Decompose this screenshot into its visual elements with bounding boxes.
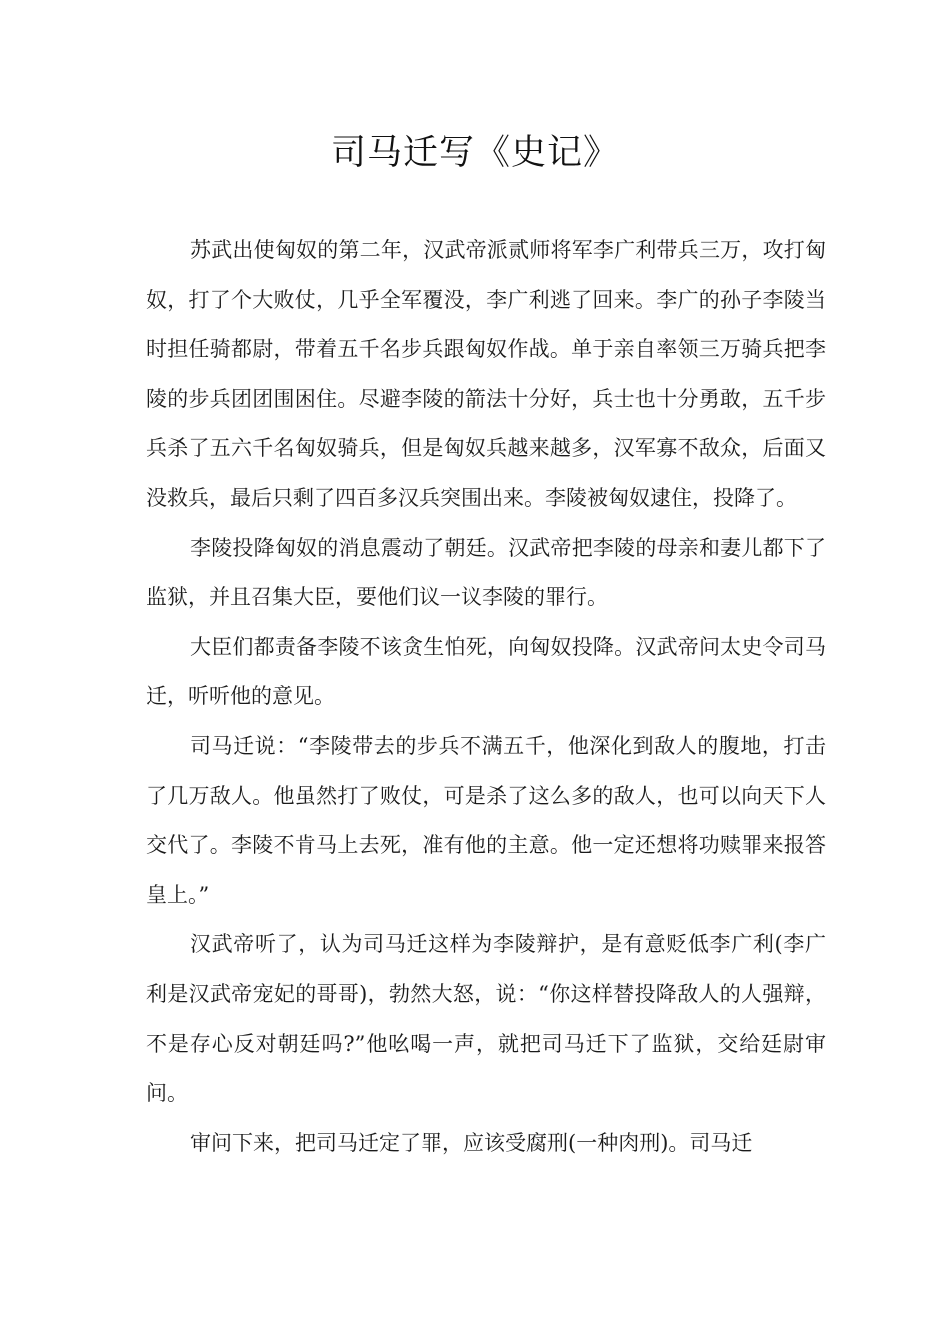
paragraph-4: 司马迁说：“李陵带去的步兵不满五千，他深化到敌人的腹地，打击了几万敌人。他虽然打了败仗，可是杀了这么多的敌人，也可以向天下人交代了。李陵不肯马上去死，准有他的主意。他一定还想将功赎罪来报答皇上。” (146, 733, 826, 907)
paragraph-6: 审问下来，把司马迁定了罪，应该受腐刑(一种肉刑)。司马迁 (190, 1130, 753, 1155)
paragraph-1: 苏武出使匈奴的第二年，汉武帝派贰师将军李广利带兵三万，攻打匈奴，打了个大败仗，几乎全军覆没，李广利逃了回来。李广的孙子李陵当时担任骑都尉，带着五千名步兵跟匈奴作战。单于亲自率领三万骑兵把李陵的步兵团团围困住。尽避李陵的箭法十分好，兵士也十分勇敢，五千步兵杀了五六千名匈奴骑兵，但是匈奴兵越来越多，汉军寡不敌众，后面又没救兵，最后只剩了四百多汉兵突围出来。李陵被匈奴逮住，投降了。 (146, 238, 826, 510)
paragraph-2: 李陵投降匈奴的消息震动了朝廷。汉武帝把李陵的母亲和妻儿都下了监狱，并且召集大臣，要他们议一议李陵的罪行。 (146, 535, 826, 610)
paragraph-5: 汉武帝听了，认为司马迁这样为李陵辩护，是有意贬低李广利(李广利是汉武帝宠妃的哥哥)，勃然大怒，说：“你这样替投降敌人的人强辩，不是存心反对朝廷吗?”他吆喝一声，就把司马迁下了监狱，交给廷尉审问。 (146, 932, 826, 1106)
document-body (146, 226, 826, 1168)
paragraph-3: 大臣们都责备李陵不该贪生怕死，向匈奴投降。汉武帝问太史令司马迁，听听他的意见。 (146, 634, 826, 709)
document-title: 司马迁写《史记》 (330, 133, 619, 173)
